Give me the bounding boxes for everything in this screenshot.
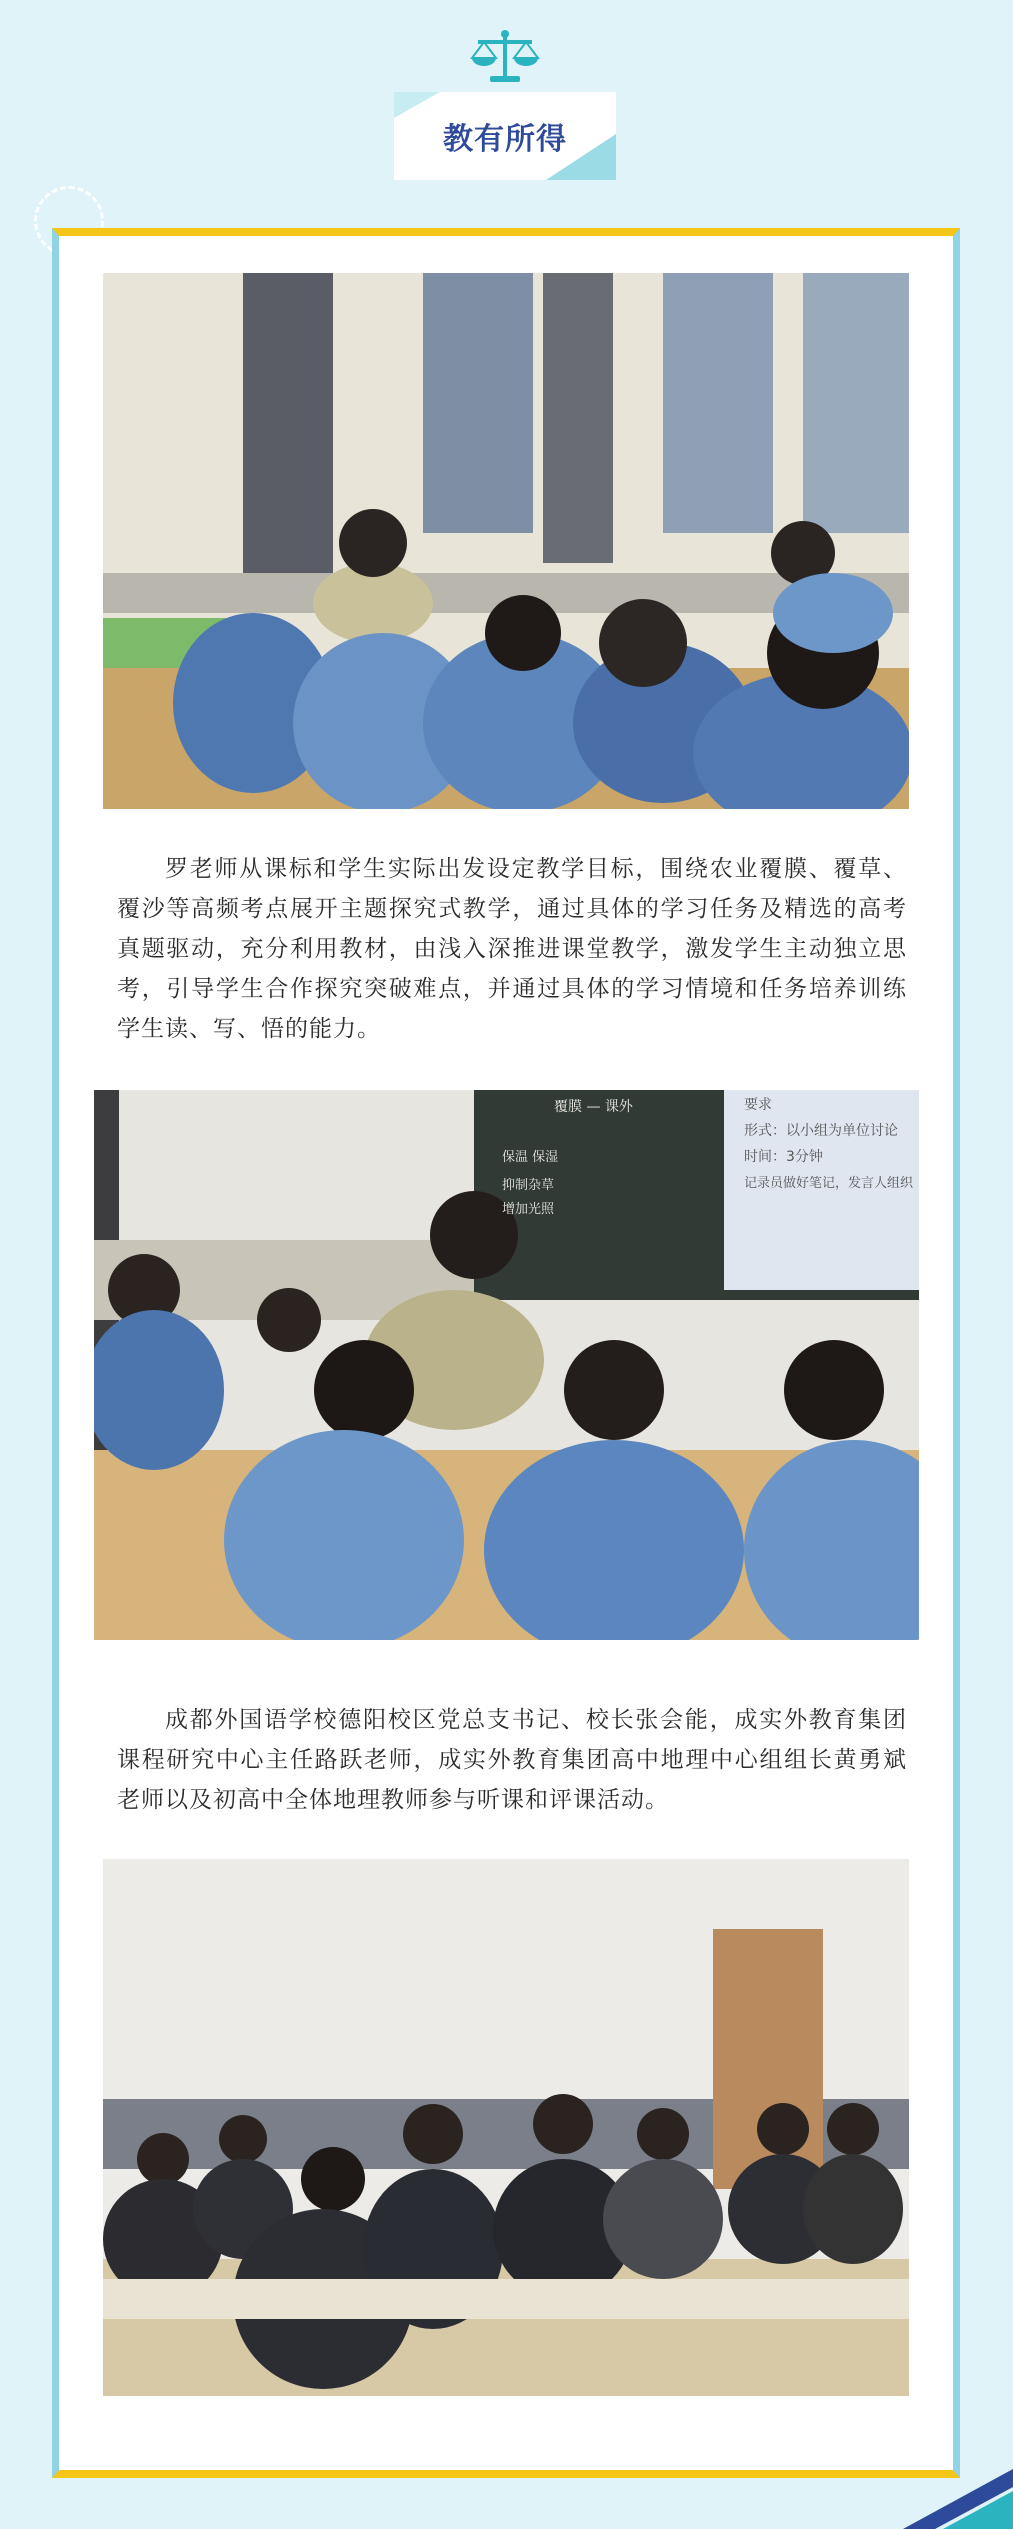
- paragraph-teaching-goals: 罗老师从课标和学生实际出发设定教学目标，围绕农业覆膜、覆草、覆沙等高频考点展开主题探究式教学，通过具体的学习任务及精选的高考真题驱动，充分利用教材，由浅入深推进课堂教学，激发学生主动独立思考，引导学生合作探究突破难点，并通过具体的学习情境和任务培养训练学生读、写、悟的能力。: [117, 856, 907, 1042]
- projector-line: 记录员做好笔记，发言人组织: [744, 1176, 914, 1191]
- classroom-photo-3: [103, 1859, 909, 2396]
- paragraph-attendees: 成都外国语学校德阳校区党总支书记、校长张会能，成实外教育集团课程研究中心主任路跃老师，成实外教育集团高中地理中心组组长黄勇斌老师以及初高中全体地理教师参与听课和评课活动。: [117, 1707, 907, 1813]
- projector-heading: 要求: [744, 1097, 772, 1113]
- classroom-photo-1: [103, 273, 909, 809]
- blackboard-title: 覆膜 — 课外: [554, 1099, 633, 1115]
- blackboard-item: 增加光照: [502, 1202, 555, 1217]
- section-header: [0, 0, 1013, 200]
- projector-line: 形式：以小组为单位讨论: [744, 1123, 898, 1139]
- title-box: [394, 92, 616, 180]
- content-card: [52, 228, 960, 2478]
- classroom-photo-2: [94, 1090, 919, 1640]
- section-title: 教有所得: [443, 122, 567, 157]
- scale-icon: [470, 28, 540, 88]
- corner-decoration: [883, 2429, 1013, 2529]
- blackboard-item: 抑制杂草: [502, 1178, 555, 1193]
- blackboard-item: 保温 保湿: [502, 1150, 559, 1165]
- projector-line: 时间：3分钟: [744, 1149, 823, 1165]
